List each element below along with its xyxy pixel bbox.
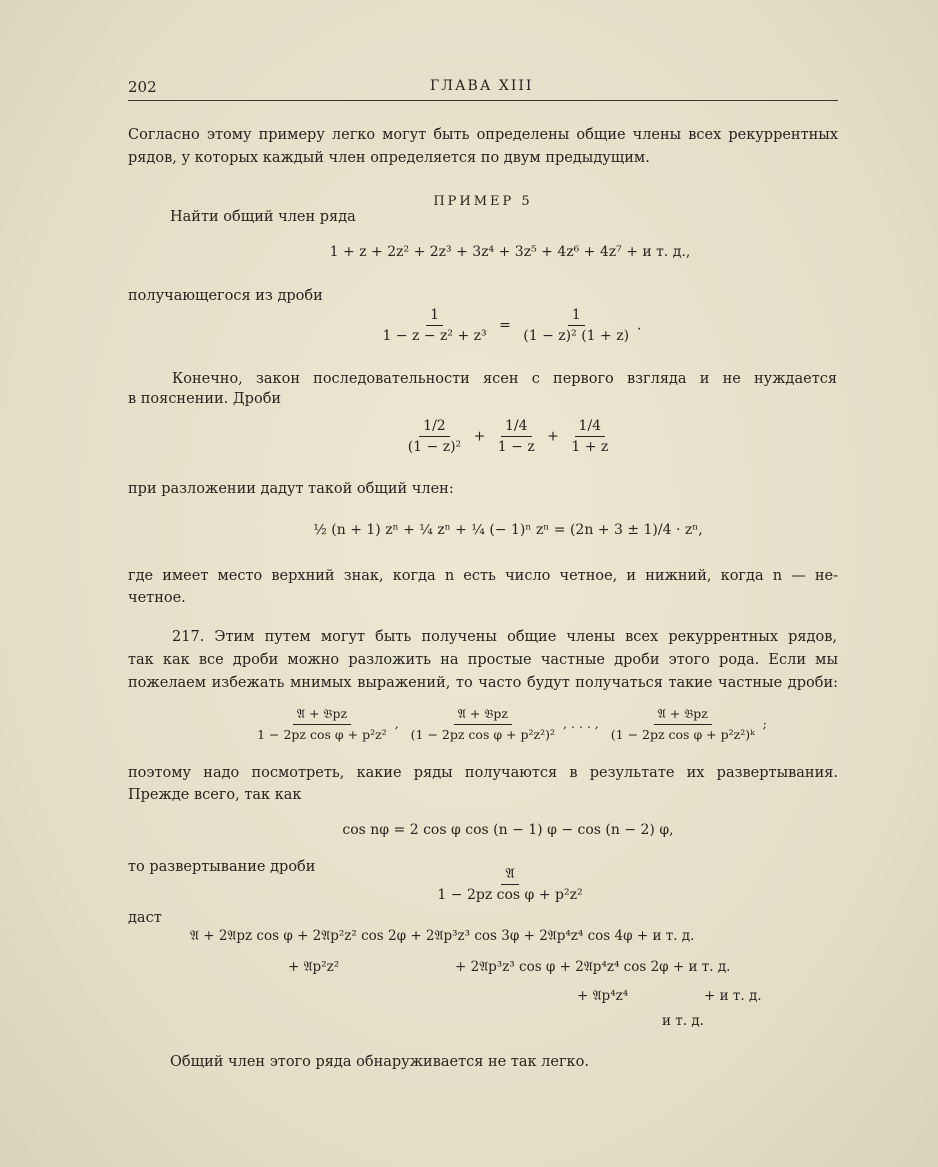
paragraph-line: пожелаем избежать мнимых выражений, то часто будут получаться такие частные дроби:: [128, 675, 838, 691]
expansion-row: и т. д.: [662, 1013, 704, 1029]
cosine-recurrence-formula: cos nφ = 2 cos φ cos (n − 1) φ − cos (n − 2) φ,: [342, 822, 674, 838]
paragraph-line: Конечно, закон последовательности ясен с первого взгляда и не нуждается: [172, 371, 837, 387]
paragraph-line: поэтому надо посмотреть, какие ряды получаются в результате их развертывания.: [128, 765, 838, 781]
running-header: [128, 78, 838, 102]
fraction: $\frac{1/4}{1 - z}$: [497, 418, 535, 455]
paragraph-line: в пояснении. Дроби: [128, 391, 282, 407]
paragraph-line: рядов, у которых каждый член определяется по двум предыдущим.: [128, 150, 650, 166]
paragraph-line: 217. Этим путем могут быть получены общие члены всех рекуррентных рядов,: [172, 629, 837, 645]
paragraph-line: Согласно этому примеру легко могут быть определены общие члены всех рекуррентных: [128, 127, 838, 143]
equation-fraction-decomposition: $\frac{1}{\text{1 − z − z² + z³}}$ = $\frac{1}{\text{(1 − z)² (1 + z)}}$ .: [128, 307, 888, 344]
example-task: Найти общий член ряда: [170, 209, 356, 225]
fraction: $\frac{1/2}{\text{(1 − z)²}}$: [407, 418, 462, 455]
paragraph-line: получающегося из дроби: [128, 288, 323, 304]
chapter-title: ГЛАВА XIII: [430, 78, 534, 94]
paragraph-line: то развертывание дроби: [128, 859, 316, 875]
expansion-row: + 𝔄p²z²: [288, 959, 340, 975]
paragraph-line: Прежде всего, так как: [128, 787, 302, 803]
expansion-row: 𝔄 + 2𝔄pz cos φ + 2𝔄p²z² cos 2φ + 2𝔄p³z³ cos 3φ + 2𝔄p⁴z⁴ cos 4φ + и т. д.: [190, 928, 695, 944]
fraction: $\frac{\text{𝔄 + 𝔅pz}}{\text{(1 − 2pz cos φ + p²z²)²}}$: [410, 706, 556, 742]
fraction: $\frac{\text{𝔄}}{\text{1 − 2pz cos φ + p²z²}}$: [437, 866, 583, 903]
fraction: $\frac{1}{\text{(1 − z)² (1 + z)}}$: [523, 307, 630, 344]
paragraph-line: Общий член этого ряда обнаруживается не так легко.: [170, 1054, 589, 1070]
equation-partial-fractions: $\frac{1/2}{\text{(1 − z)²}}$ + $\frac{1/4}{1 - z}$ + $\frac{1/4}{1 + z}$: [128, 418, 888, 455]
fraction: $\frac{\text{𝔄 + 𝔅pz}}{\text{(1 − 2pz cos φ + p²z²)ᵏ}}$: [610, 706, 755, 742]
paragraph-line: так как все дроби можно разложить на простые частные дроби этого рода. Если мы: [128, 652, 838, 668]
paragraph-line: даст: [128, 910, 162, 926]
equation-real-partial-fractions: $\frac{\text{𝔄 + 𝔅pz}}{\text{1 − 2pz cos φ + p²z²}}$ , $\frac{\text{𝔄 + 𝔅pz}}{\text{(1 − 2pz cos φ + p²z²)²}}$ , . . . , $\frac{\text{𝔄 + 𝔅pz}}{\text{(1 − 2pz cos φ + p²z²)ᵏ}}$ ;: [128, 706, 888, 743]
series-formula: 1 + z + 2z² + 2z³ + 3z⁴ + 3z⁵ + 4z⁶ + 4z⁷ + и т. д.,: [329, 244, 691, 260]
example-heading: ПРИМЕР 5: [433, 194, 533, 209]
fraction: $\frac{\text{𝔄 + 𝔅pz}}{\text{1 − 2pz cos φ + p²z²}}$: [257, 706, 387, 742]
expansion-row: + 2𝔄p³z³ cos φ + 2𝔄p⁴z⁴ cos 2φ + и т. д.: [455, 959, 731, 975]
paragraph-line: четное.: [128, 590, 186, 606]
fraction: $\frac{1}{\text{1 − z − z² + z³}}$: [382, 307, 487, 344]
fraction: $\frac{1/4}{1 + z}$: [571, 418, 609, 455]
paragraph-line: при разложении дадут такой общий член:: [128, 481, 454, 497]
expansion-row: + 𝔄p⁴z⁴: [577, 988, 629, 1004]
expansion-row: + и т. д.: [704, 988, 762, 1004]
header-rule: [128, 100, 838, 101]
general-term-formula: ½ (n + 1) zⁿ + ¼ zⁿ + ¼ (− 1)ⁿ zⁿ = (2n + 3 ± 1)/4 · zⁿ,: [313, 522, 703, 538]
equation-fraction: [380, 866, 640, 903]
page-number: 202: [128, 78, 157, 96]
paragraph-line: где имеет место верхний знак, когда n есть число четное, и нижний, когда n — не-: [128, 568, 838, 584]
